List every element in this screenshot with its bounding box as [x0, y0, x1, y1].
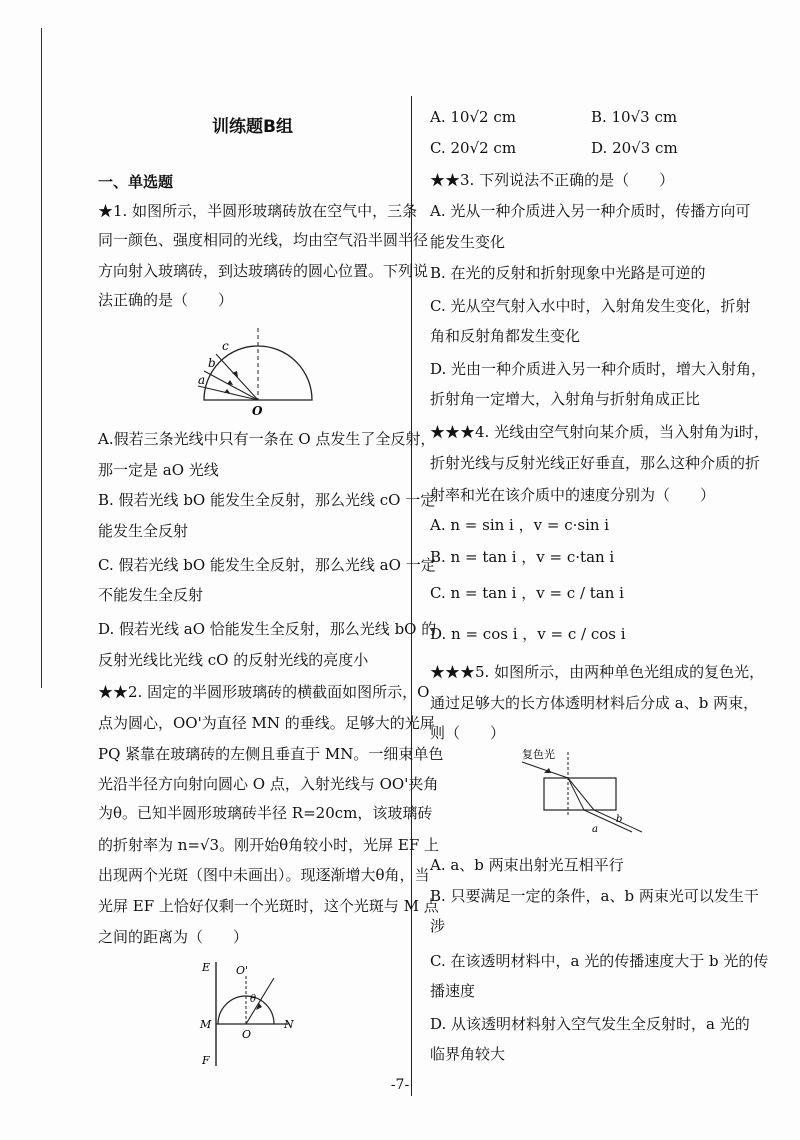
q4-line-3: 射率和光在该介质中的速度分别为（ ） [430, 486, 716, 504]
fig1-label-a: a [198, 373, 206, 387]
q5-option-c-2: 播速度 [430, 982, 476, 1000]
q5-option-d-1: D. 从该透明材料射入空气发生全反射时，a 光的 [430, 1015, 750, 1033]
fig2-label-Oprime: O' [236, 964, 249, 977]
fig3-label-b: b [616, 814, 623, 825]
q2-options-ab: A. 10√2 cm B. 10√3 cm [430, 108, 678, 126]
q3-stem: ★★3. 下列说法不正确的是（ ） [430, 171, 675, 189]
fig2-label-F: F [202, 1054, 210, 1067]
q1-line-2: 同一颜色、强度相同的光线，均由空气沿半圆半径 [98, 231, 429, 249]
q1-option-a-2: 那一定是 aO 光线 [98, 461, 219, 479]
q1-option-b-1: B. 假若光线 bO 能发生全反射，那么光线 cO 一定 [98, 491, 436, 509]
q4-option-d: D. n = cos i ，v = c / cos i [430, 625, 626, 643]
q3-option-d-1: D. 光由一种介质进入另一种介质时，增大入射角， [430, 360, 767, 378]
q2-line-3: PQ 紧靠在玻璃砖的左侧且垂直于 MN。一细束单色 [98, 745, 444, 763]
fig2-label-N: N [284, 1018, 294, 1031]
figure-prism-slab [518, 746, 654, 844]
fig1-label-b: b [208, 356, 216, 370]
figure-semicircle-screen [196, 958, 306, 1070]
q2-line-9: 之间的距离为（ ） [98, 928, 249, 946]
q3-option-a-2: 能发生变化 [430, 233, 506, 251]
page-number: -7- [390, 1077, 410, 1093]
q5-line-2: 通过足够大的长方体透明材料后分成 a、b 两束， [430, 694, 759, 712]
q4-line-2: 折射光线与反射光线正好垂直，那么这种介质的折 [430, 454, 761, 472]
fig1-label-c: c [222, 339, 229, 353]
q3-option-c-2: 角和反射角都发生变化 [430, 327, 581, 345]
q2-line-6: 的折射率为 n=√3。刚开始θ角较小时，光屏 EF 上 [98, 836, 440, 854]
q3-option-d-2: 折射角一定增大，入射角与折射角成正比 [430, 390, 701, 408]
q2-line-7: 出现两个光斑（图中未画出）。现逐渐增大θ角，当 [98, 866, 430, 884]
q3-option-c-1: C. 光从空气射入水中时，入射角发生变化，折射 [430, 297, 751, 315]
fig2-label-O: O [242, 1028, 252, 1041]
q4-option-c: C. n = tan i ，v = c / tan i [430, 584, 624, 602]
q1-option-d-2: 反射光线比光线 cO 的反射光线的亮度小 [98, 651, 369, 669]
q1-line-3: 方向射入玻璃砖，到达玻璃砖的圆心位置。下列说 [98, 262, 429, 280]
figure-semicircle-rays [188, 322, 320, 418]
fig2-label-theta: θ [250, 994, 257, 1005]
q4-line-1: ★★★4. 光线由空气射向某介质，当入射角为i时， [430, 423, 769, 441]
q5-line-1: ★★★5. 如图所示，由两种单色光组成的复色光， [430, 663, 765, 681]
section-heading: 一、单选题 [98, 173, 174, 191]
q5-line-3: 则（ ） [430, 724, 506, 742]
q1-option-c-2: 不能发生全反射 [98, 586, 204, 604]
page-title: 训练题B组 [212, 117, 293, 137]
q5-option-b-2: 涉 [430, 917, 446, 935]
fig2-label-E: E [202, 961, 211, 974]
q4-option-b: B. n = tan i ，v = c·tan i [430, 548, 615, 566]
q3-option-b: B. 在光的反射和折射现象中光路是可逆的 [430, 264, 706, 282]
q2-line-1: ★★2. 固定的半圆形玻璃砖的横截面如图所示，O [98, 683, 430, 701]
q5-option-d-2: 临界角较大 [430, 1045, 506, 1063]
q4-option-a: A. n = sin i ，v = c·sin i [430, 516, 610, 534]
q3-option-a-1: A. 光从一种介质进入另一种介质时，传播方向可 [430, 202, 751, 220]
fig3-label-a: a [592, 824, 598, 835]
fig2-label-M: M [200, 1018, 212, 1031]
q5-option-c-1: C. 在该透明材料中，a 光的传播速度大于 b 光的传 [430, 952, 769, 970]
q2-line-8: 光屏 EF 上恰好仅剩一个光斑时，这个光斑与 M 点 [98, 897, 439, 915]
q5-option-b-1: B. 只要满足一定的条件，a、b 两束光可以发生干 [430, 887, 759, 905]
q1-option-d-1: D. 假若光线 aO 恰能发生全反射，那么光线 bO 的 [98, 620, 437, 638]
q1-option-c-1: C. 假若光线 bO 能发生全反射，那么光线 aO 一定 [98, 556, 436, 574]
q2-options-cd: C. 20√2 cm D. 20√3 cm [430, 139, 678, 157]
fig3-label-composite: 复色光 [522, 748, 555, 761]
q5-option-a: A. a、b 两束出射光互相平行 [430, 856, 624, 874]
q2-line-4: 光沿半径方向射向圆心 O 点，入射光线与 OO'夹角 [98, 775, 439, 793]
q1-line-1: ★1. 如图所示，半圆形玻璃砖放在空气中，三条 [98, 202, 418, 220]
q1-option-b-2: 能发生全反射 [98, 522, 189, 540]
q1-line-4: 法正确的是（ ） [98, 291, 234, 309]
q2-line-5: 为θ。已知半圆形玻璃砖半径 R=20cm，该玻璃砖 [98, 804, 433, 822]
fig1-label-O: O [252, 404, 263, 418]
q2-line-2: 点为圆心，OO'为直径 MN 的垂线。足够大的光屏 [98, 714, 435, 732]
margin-line [41, 28, 42, 688]
q1-option-a-1: A.假若三条光线中只有一条在 O 点发生了全反射， [98, 430, 436, 448]
